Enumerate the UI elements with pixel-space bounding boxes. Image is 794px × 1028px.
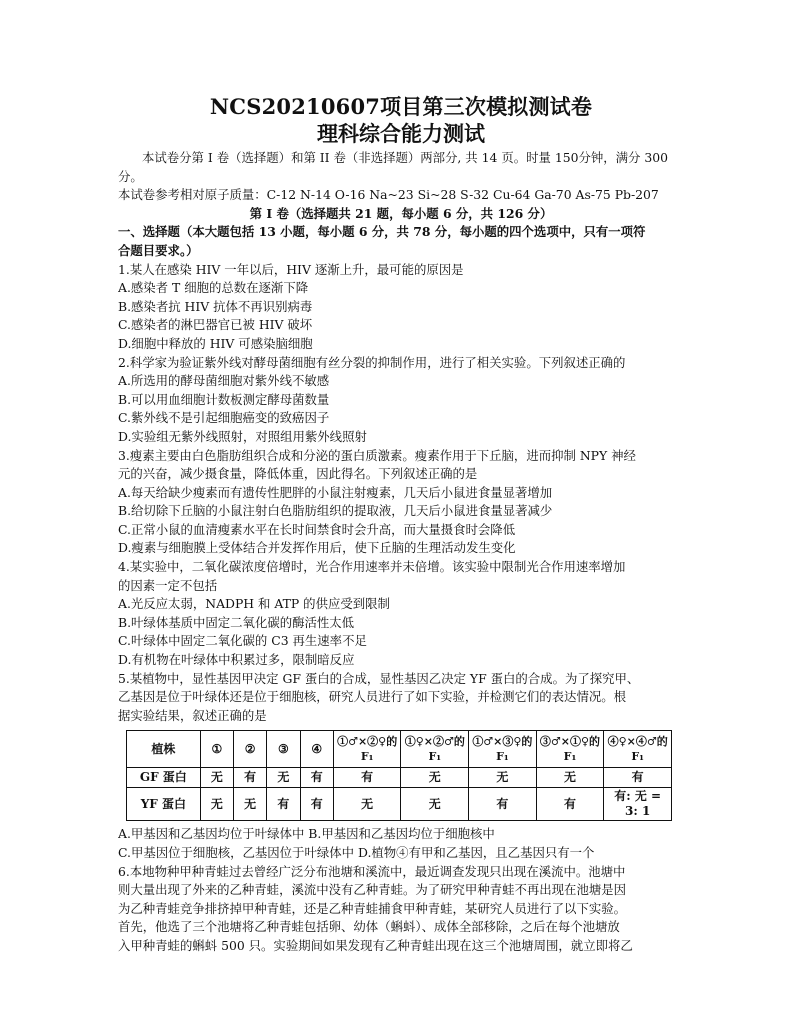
option-d: D.细胞中释放的 HIV 可感染脑细胞 — [118, 335, 313, 351]
question-stem: 入甲种青蛙的蝌蚪 500 只。实验期间如果发现有乙种青蛙出现在这三个池塘周围，就立即将乙 — [118, 937, 633, 953]
question-stem: 首先，他选了三个池塘将乙种青蛙包括卵、幼体（蝌蚪）、成体全部移除，之后在每个池塘放 — [118, 919, 620, 935]
option-b: B.感染者抗 HIV 抗体不再识别病毒 — [118, 298, 313, 314]
question-stem: 2.科学家为验证紫外线对酵母菌细胞有丝分裂的抑制作用，进行了相关实验。下列叙述正确的 — [118, 354, 626, 370]
option-a: A.感染者 T 细胞的总数在逐渐下降 — [118, 280, 309, 296]
table-cell: 有 — [267, 788, 300, 821]
table-cell: 无 — [200, 788, 233, 821]
option-b: B.给切除下丘脑的小鼠注射白色脂肪组织的提取液，几天后小鼠进食量显著减少 — [118, 503, 553, 519]
atomic-mass-line: 本试卷参考相对原子质量：C-12 N-14 O-16 Na~23 Si~28 S-32 Cu-64 Ga-70 As-75 Pb-207 — [118, 187, 659, 203]
question-stem: 4.某实验中，二氧化碳浓度倍增时，光合作用速率并未倍增。该实验中限制光合作用速率增加 — [118, 559, 626, 575]
table-cell: 无 — [200, 768, 233, 788]
table-header-cell: 植株 — [127, 731, 201, 768]
table-cell: 无 — [233, 788, 266, 821]
table-cell: 无 — [469, 768, 537, 788]
table-header-cell: ① — [200, 731, 233, 768]
part-title: 第 I 卷（选择题共 21 题，每小题 6 分，共 126 分） — [249, 205, 553, 221]
exam-subtitle: 理科综合能力测试 — [317, 121, 485, 146]
option-b: B.叶绿体基质中固定二氧化碳的酶活性太低 — [118, 614, 355, 630]
table-header-cell: ② — [233, 731, 266, 768]
table-cell: 有 — [300, 788, 333, 821]
table-header-cell: ④♀×④♂的 F₁ — [604, 731, 672, 768]
option-c: C.紫外线不是引起细胞癌变的致癌因子 — [118, 410, 330, 426]
table-cell: 无 — [401, 768, 469, 788]
option-cd: C.甲基因位于细胞核，乙基因位于叶绿体中 D.植物④有甲和乙基因，且乙基因只有一个 — [118, 845, 595, 860]
table-header-cell: ③ — [267, 731, 300, 768]
table-row — [127, 768, 672, 788]
option-d: D.瘦素与细胞膜上受体结合并发挥作用后，使下丘脑的生理活动发生变化 — [118, 540, 516, 556]
question-1 — [118, 261, 684, 354]
table-header-cell: ③♂×①♀的 F₁ — [536, 731, 604, 768]
table-header-cell: ④ — [300, 731, 333, 768]
intro-line: 本试卷分第 I 卷（选择题）和第 II 卷（非选择题）两部分, 共 14 页。时量 150分钟，满分 300 — [142, 150, 669, 165]
question-stem: 1.某人在感染 HIV 一年以后，HIV 逐渐上升，最可能的原因是 — [118, 261, 464, 277]
question-2 — [118, 354, 684, 447]
question-stem: 6.本地物种甲种青蛙过去曾经广泛分布池塘和溪流中，最近调查发现只出现在溪流中。池塘中 — [118, 863, 626, 879]
table-row-label: GF 蛋白 — [127, 768, 201, 788]
question-5 — [118, 670, 684, 863]
question-stem: 元的兴奋，减少摄食量，降低体重，因此得名。下列叙述正确的是 — [118, 466, 478, 482]
option-b: B.可以用血细胞计数板测定酵母菌数量 — [118, 391, 330, 407]
option-ab: A.甲基因和乙基因均位于叶绿体中 B.甲基因和乙基因均位于细胞核中 — [118, 826, 495, 842]
expression-table — [126, 730, 672, 821]
option-d: D.实验组无紫外线照射，对照组用紫外线照射 — [118, 428, 367, 444]
table-header-cell: ①♂×③♀的 F₁ — [469, 731, 537, 768]
table-cell: 无 — [267, 768, 300, 788]
exam-title: NCS20210607项目第三次模拟测试卷 — [209, 94, 593, 119]
intro-line: 分。 — [118, 168, 143, 184]
section-heading: 一、选择题（本大题包括 13 小题，每小题 6 分，共 78 分，每小题的四个选项中，只有一项符 — [118, 224, 646, 240]
option-a: A.每天给缺少瘦素而有遗传性肥胖的小鼠注射瘦素，几天后小鼠进食量显著增加 — [118, 484, 553, 500]
question-stem: 的因素一定不包括 — [118, 577, 218, 593]
page-content — [118, 93, 684, 956]
table-header-cell: ①♀×②♂的 F₁ — [401, 731, 469, 768]
table-cell: 有 — [469, 788, 537, 821]
option-a: A.光反应太弱，NADPH 和 ATP 的供应受到限制 — [118, 596, 390, 612]
question-stem: 乙基因是位于叶绿体还是位于细胞核，研究人员进行了如下实验，并检测它们的表达情况。根 — [118, 689, 627, 705]
table-row-label: YF 蛋白 — [127, 788, 201, 821]
table-cell: 无 — [333, 788, 401, 821]
table-cell: 有 — [536, 788, 604, 821]
option-c: C.感染者的淋巴器官已被 HIV 破坏 — [118, 317, 313, 333]
table-header-cell: ①♂×②♀的 F₁ — [333, 731, 401, 768]
table-cell: 无 — [401, 788, 469, 821]
table-cell: 有 — [233, 768, 266, 788]
option-a: A.所选用的酵母菌细胞对紫外线不敏感 — [118, 373, 330, 389]
question-stem: 则大量出现了外来的乙种青蛙，溪流中没有乙种青蛙。为了研究甲种青蛙不再出现在池塘是因 — [118, 882, 627, 898]
table-header-row — [127, 731, 672, 768]
table-cell: 有: 无 = 3: 1 — [604, 788, 672, 821]
question-4 — [118, 558, 684, 670]
question-6 — [118, 863, 684, 956]
table-cell: 有 — [300, 768, 333, 788]
question-stem: 为乙种青蛙竞争排挤掉甲种青蛙，还是乙种青蛙捕食甲种青蛙，某研究人员进行了以下实验。 — [118, 900, 627, 916]
table-cell: 无 — [536, 768, 604, 788]
question-stem: 3.瘦素主要由白色脂肪组织合成和分泌的蛋白质激素。瘦素作用于下丘脑，进而抑制 NPY 神经 — [118, 447, 636, 463]
section-heading: 合题目要求。） — [118, 242, 199, 258]
question-3 — [118, 447, 684, 559]
question-stem: 5.某植物中，显性基因甲决定 GF 蛋白的合成，显性基因乙决定 YF 蛋白的合成。为了探究甲、 — [118, 670, 640, 686]
option-c: C.叶绿体中固定二氧化碳的 C3 再生速率不足 — [118, 633, 367, 649]
option-d: D.有机物在叶绿体中积累过多，限制暗反应 — [118, 652, 355, 668]
table-row — [127, 788, 672, 821]
table-cell: 有 — [333, 768, 401, 788]
option-c: C.正常小鼠的血清瘦素水平在长时间禁食时会升高，而大量摄食时会降低 — [118, 521, 516, 537]
table-cell: 有 — [604, 768, 672, 788]
question-stem: 据实验结果，叙述正确的是 — [118, 707, 267, 723]
